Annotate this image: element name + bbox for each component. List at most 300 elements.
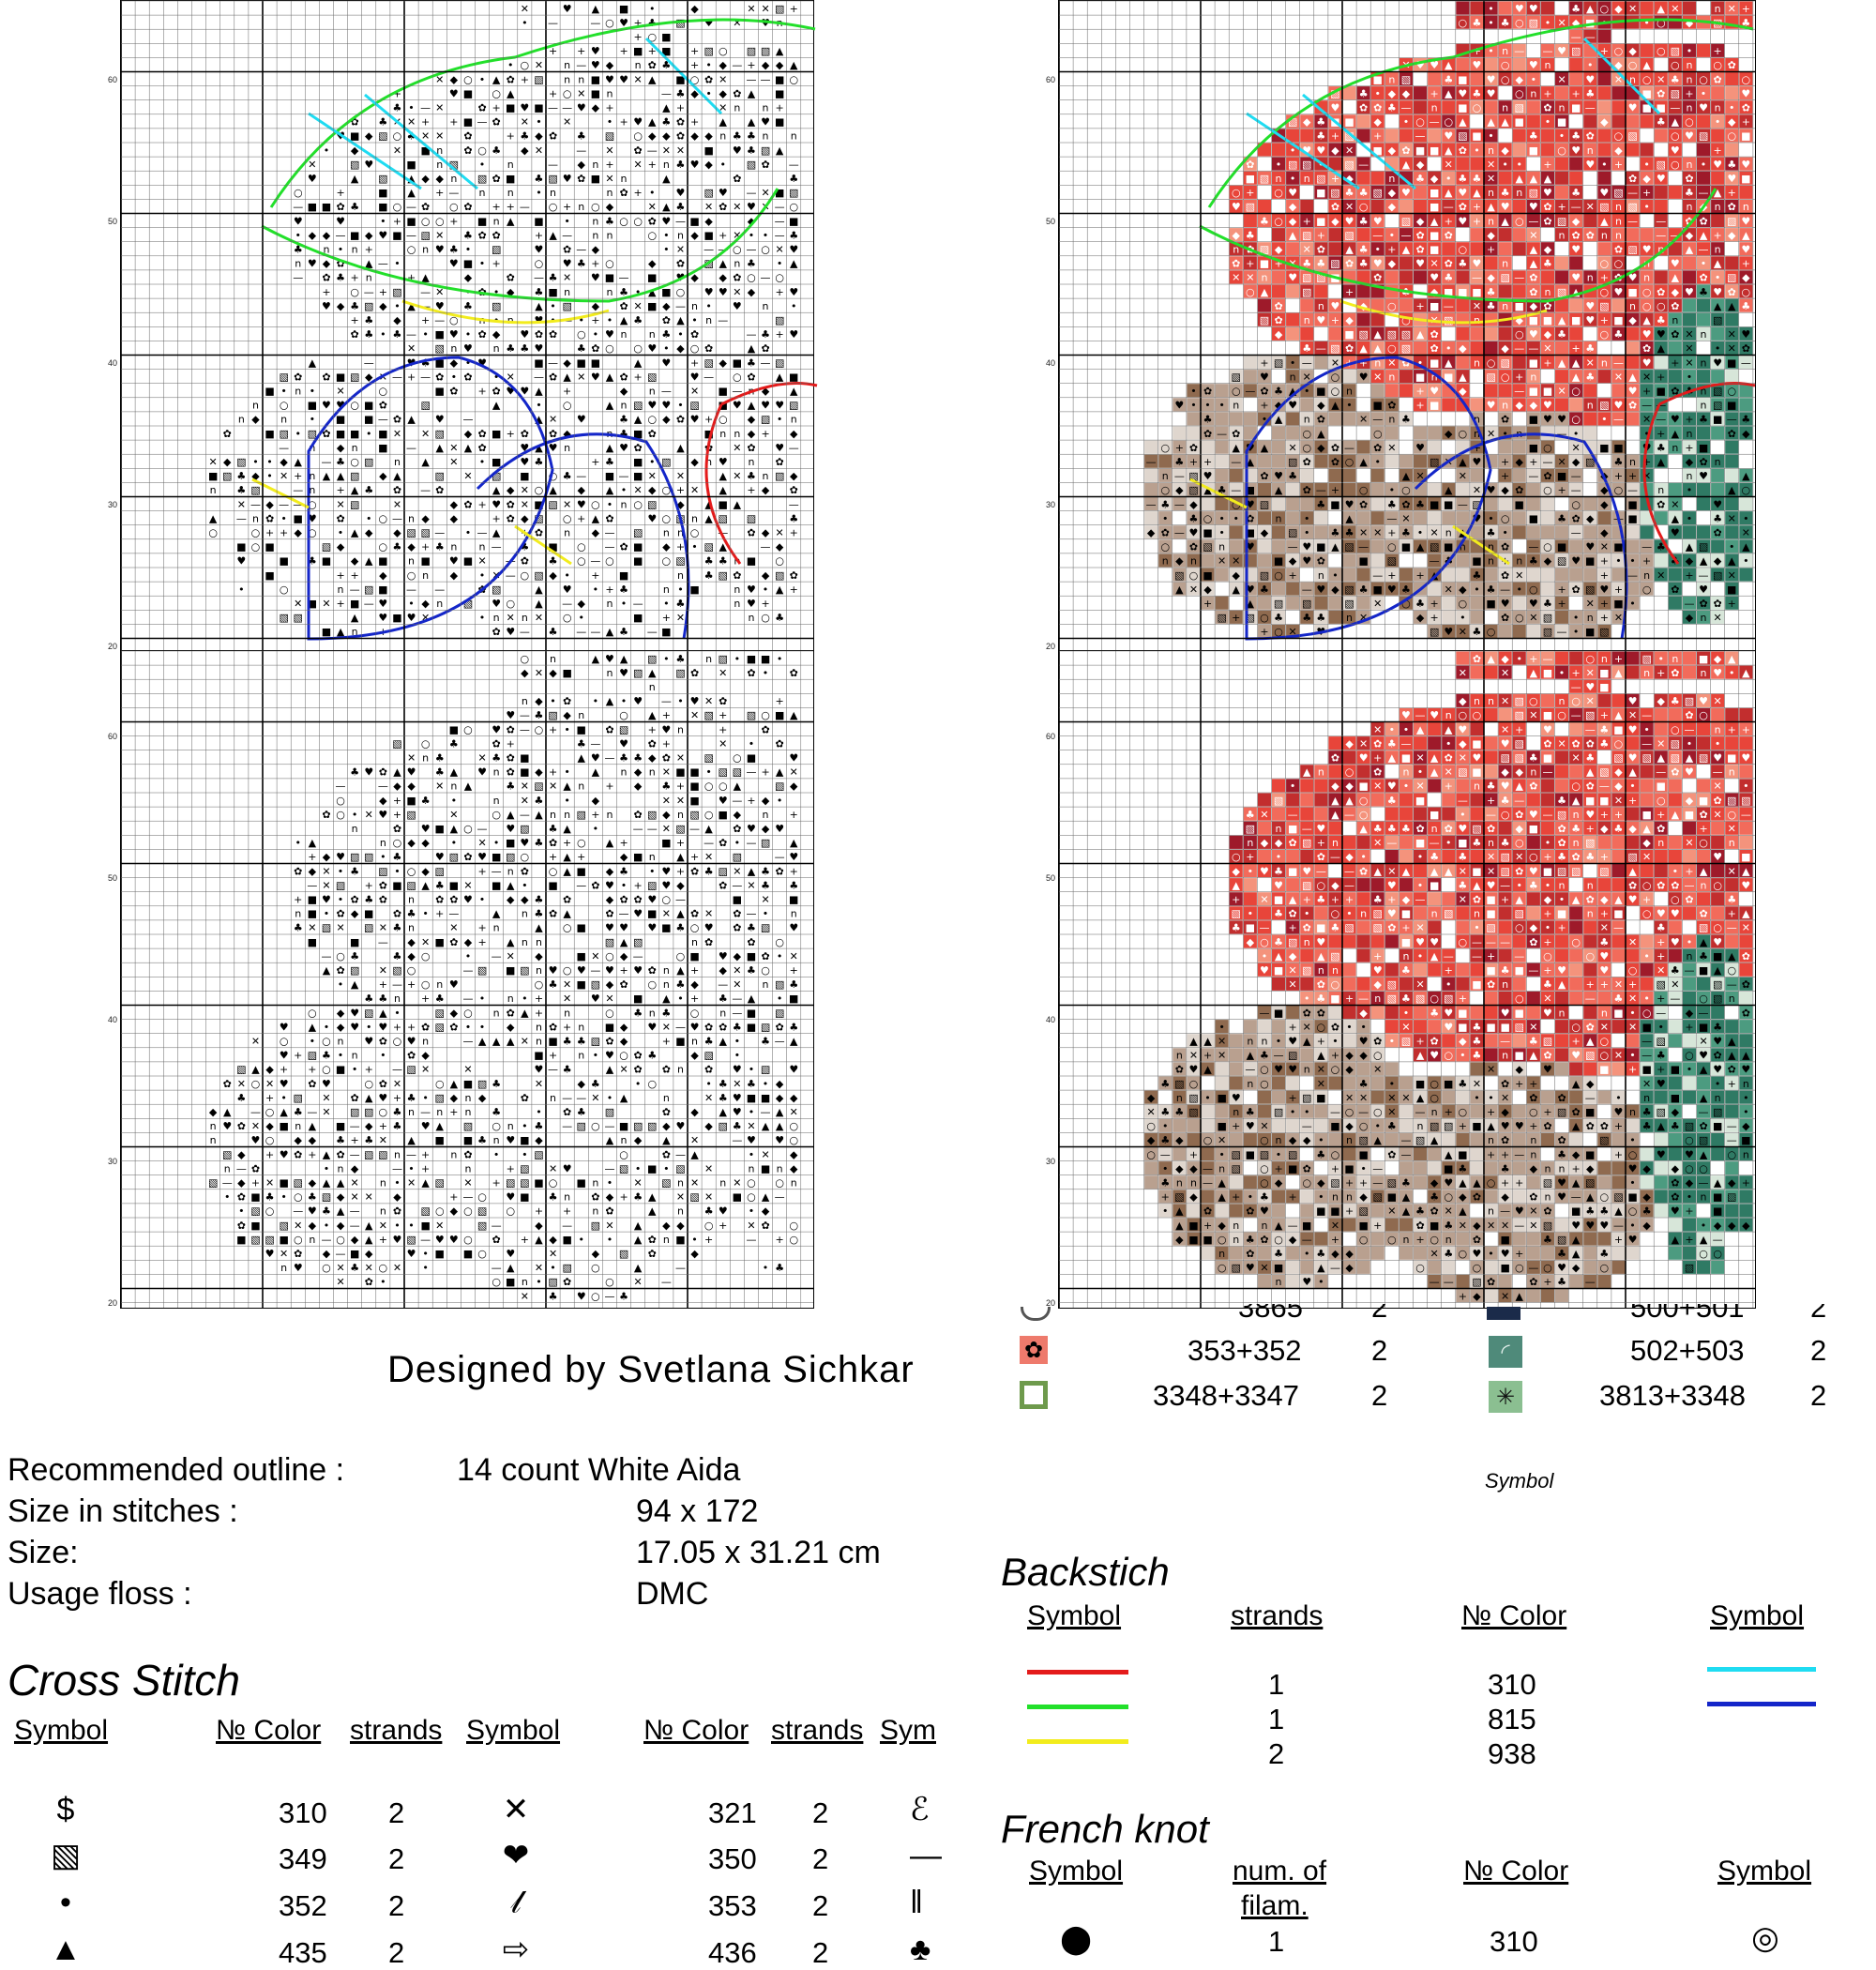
svg-text:▧: ▧: [704, 540, 714, 553]
svg-text:—: —: [462, 993, 474, 1006]
svg-text:n: n: [606, 666, 613, 679]
svg-text:○: ○: [1543, 484, 1552, 497]
svg-text:■: ■: [632, 540, 643, 553]
svg-text:■: ■: [675, 73, 686, 86]
svg-text:✿: ✿: [1260, 470, 1269, 483]
svg-text:♥: ♥: [1528, 201, 1538, 214]
svg-text:○: ○: [336, 808, 345, 821]
svg-text:♥: ♥: [1458, 215, 1468, 228]
svg-text:♥: ♥: [520, 455, 530, 468]
svg-text:—: —: [1528, 215, 1539, 228]
svg-text:◆: ◆: [535, 949, 543, 962]
svg-text:•: •: [677, 695, 684, 708]
svg-text:✕: ✕: [661, 765, 671, 779]
svg-text:▲: ▲: [1671, 271, 1680, 284]
svg-text:—: —: [646, 822, 658, 835]
svg-text:▲: ▲: [591, 512, 600, 525]
svg-text:○: ○: [562, 921, 572, 934]
svg-text:✕: ✕: [563, 271, 572, 284]
svg-text:♥: ♥: [1372, 215, 1383, 228]
svg-text:—: —: [250, 498, 261, 511]
svg-text:◆: ◆: [690, 129, 699, 143]
svg-text:+: +: [704, 1233, 714, 1246]
svg-text:▲: ▲: [535, 299, 543, 312]
french-knot-title: French knot: [1001, 1807, 1209, 1851]
svg-text:◆: ◆: [1685, 455, 1694, 468]
svg-text:—: —: [1627, 215, 1639, 228]
svg-text:◆: ◆: [662, 1120, 671, 1133]
svg-text:▲: ▲: [1543, 172, 1552, 185]
svg-text:✕: ✕: [492, 568, 501, 582]
svg-text:○: ○: [661, 554, 672, 568]
svg-text:n: n: [705, 313, 713, 326]
svg-text:◆: ◆: [704, 215, 713, 228]
svg-text:▧: ▧: [392, 285, 402, 298]
svg-text:n: n: [762, 129, 769, 143]
svg-text:✿: ✿: [689, 865, 700, 878]
svg-text:—: —: [462, 1035, 474, 1048]
svg-text:—: —: [519, 626, 530, 639]
svg-text:▲: ▲: [719, 484, 727, 497]
svg-text:■: ■: [534, 1176, 544, 1190]
svg-text:◆: ◆: [704, 129, 713, 143]
svg-text:▧: ▧: [1627, 201, 1638, 214]
svg-text:○: ○: [392, 1035, 402, 1048]
svg-text:♥: ♥: [1458, 187, 1468, 200]
svg-text:■: ■: [774, 87, 785, 100]
svg-text:✿: ✿: [378, 1077, 387, 1090]
svg-text:•: •: [522, 1120, 528, 1133]
svg-text:▲: ▲: [1557, 356, 1566, 370]
svg-text:▲: ▲: [747, 993, 756, 1006]
svg-text:◆: ◆: [1600, 498, 1609, 511]
svg-text:◆: ◆: [1628, 45, 1637, 58]
svg-text:+: +: [719, 723, 728, 736]
svg-text:■: ■: [491, 851, 502, 864]
svg-text:♣: ♣: [548, 978, 558, 992]
svg-text:◆: ◆: [407, 837, 416, 850]
svg-text:✕: ✕: [322, 865, 331, 878]
svg-text:n: n: [606, 187, 613, 200]
svg-text:♣: ♣: [1401, 526, 1411, 539]
svg-text:n: n: [620, 765, 628, 779]
bs-color: 938: [1488, 1737, 1536, 1770]
svg-text:✿: ✿: [1246, 512, 1255, 525]
chart-axis-label: 60: [1046, 732, 1056, 741]
svg-text:✿: ✿: [308, 1077, 317, 1090]
svg-text:—: —: [562, 229, 573, 242]
svg-text:▧: ▧: [1231, 371, 1241, 384]
svg-text:✿: ✿: [1543, 201, 1552, 214]
svg-text:▲: ▲: [1246, 455, 1255, 468]
svg-text:▲: ▲: [1459, 526, 1467, 539]
svg-text:n: n: [1600, 229, 1608, 242]
svg-text:—: —: [1570, 484, 1581, 497]
svg-text:◆: ◆: [1614, 144, 1623, 157]
svg-text:✕: ✕: [520, 1290, 529, 1303]
svg-text:—: —: [533, 271, 544, 284]
svg-text:•: •: [1502, 427, 1508, 440]
svg-text:♣: ♣: [747, 1077, 756, 1090]
svg-text:♥: ♥: [689, 695, 700, 708]
svg-text:✿: ✿: [548, 1021, 558, 1034]
svg-text:•: •: [422, 1091, 429, 1104]
svg-text:✕: ✕: [1330, 356, 1340, 370]
svg-text:•: •: [380, 1276, 386, 1289]
svg-text:n: n: [1374, 356, 1382, 370]
cs-header-color-2: № Color: [643, 1715, 749, 1746]
svg-text:♥: ♥: [336, 399, 345, 412]
svg-text:♣: ♣: [1358, 187, 1369, 200]
svg-text:♥: ♥: [434, 413, 445, 426]
svg-text:▲: ▲: [449, 1077, 459, 1090]
svg-text:♣: ♣: [1656, 540, 1666, 553]
svg-text:♣: ♣: [732, 129, 742, 143]
svg-text:▲: ▲: [535, 808, 543, 821]
svg-text:♣: ♣: [392, 328, 402, 341]
cs-symbol-icon-2: ⇨: [502, 1932, 530, 1967]
svg-text:—: —: [293, 271, 304, 284]
svg-text:✿: ✿: [1302, 484, 1311, 497]
svg-text:◆: ◆: [747, 427, 756, 440]
svg-text:■: ■: [349, 1247, 360, 1260]
svg-text:+: +: [661, 612, 671, 625]
svg-text:♣: ♣: [747, 257, 756, 270]
svg-text:—: —: [746, 187, 757, 200]
svg-text:▧: ▧: [1429, 626, 1440, 639]
svg-text:n: n: [691, 1035, 699, 1048]
svg-text:•: •: [280, 1190, 287, 1204]
svg-text:○: ○: [1543, 441, 1552, 454]
svg-text:■: ■: [661, 285, 672, 298]
svg-text:▧: ▧: [590, 1035, 601, 1048]
svg-text:▧: ▧: [562, 299, 572, 312]
svg-text:♣: ♣: [1713, 512, 1723, 525]
svg-text:n: n: [309, 1233, 316, 1246]
cs-symbol-icon: ▲: [50, 1932, 82, 1967]
svg-text:♥: ♥: [590, 59, 600, 72]
svg-text:♣: ♣: [576, 129, 586, 143]
svg-text:—: —: [1698, 243, 1709, 256]
svg-text:■: ■: [576, 356, 586, 370]
svg-text:✕: ✕: [548, 1247, 558, 1260]
svg-text:♣: ♣: [1288, 470, 1298, 483]
svg-text:—: —: [420, 285, 431, 298]
svg-text:▲: ▲: [1430, 568, 1439, 582]
svg-text:▲: ▲: [1586, 2, 1595, 15]
svg-text:♥: ♥: [506, 1134, 516, 1147]
svg-text:◆: ◆: [421, 512, 430, 525]
svg-text:▧: ▧: [1400, 328, 1412, 341]
svg-text:▲: ▲: [648, 709, 657, 722]
svg-text:▲: ▲: [549, 229, 557, 242]
svg-text:✕: ✕: [506, 371, 515, 384]
svg-text:✿: ✿: [1246, 243, 1255, 256]
svg-text:◆: ◆: [1571, 455, 1581, 468]
svg-text:■: ■: [279, 554, 289, 568]
svg-text:+: +: [1543, 356, 1552, 370]
svg-text:○: ○: [534, 978, 544, 992]
svg-text:♣: ♣: [434, 765, 445, 779]
svg-text:▲: ▲: [1473, 187, 1481, 200]
svg-text:n: n: [1600, 356, 1608, 370]
svg-text:•: •: [550, 695, 556, 708]
svg-text:▧: ▧: [704, 356, 714, 370]
svg-text:○: ○: [733, 751, 742, 765]
svg-text:◆: ◆: [280, 455, 288, 468]
svg-text:n: n: [507, 993, 514, 1006]
svg-text:◆: ◆: [1430, 285, 1439, 298]
svg-text:♣: ♣: [1316, 115, 1326, 129]
svg-text:▧: ▧: [562, 1262, 572, 1275]
rt-strands-2: 2: [1810, 1379, 1827, 1412]
svg-text:■: ■: [732, 893, 743, 906]
svg-text:▧: ▧: [1259, 568, 1270, 582]
svg-text:♣: ♣: [1741, 299, 1751, 312]
svg-text:—: —: [1570, 30, 1581, 43]
svg-text:▧: ▧: [675, 822, 686, 835]
svg-text:—: —: [660, 695, 672, 708]
svg-text:♣: ♣: [675, 87, 686, 100]
svg-text:♥: ♥: [279, 1049, 289, 1062]
svg-text:n: n: [464, 1105, 472, 1118]
svg-text:✿: ✿: [577, 172, 586, 185]
svg-text:■: ■: [632, 455, 643, 468]
svg-text:▲: ▲: [1401, 470, 1411, 483]
svg-text:✕: ✕: [633, 484, 643, 497]
svg-text:✕: ✕: [1529, 229, 1538, 242]
chart-axis-label: 30: [108, 1157, 118, 1166]
svg-text:n: n: [1614, 229, 1622, 242]
svg-text:◆: ◆: [619, 385, 628, 398]
svg-text:▧: ▧: [774, 568, 785, 582]
svg-text:▲: ▲: [1642, 59, 1651, 72]
svg-text:○: ○: [747, 1176, 756, 1190]
svg-text:•: •: [337, 1049, 344, 1062]
svg-text:—: —: [1612, 356, 1624, 370]
svg-text:▲: ▲: [690, 1148, 699, 1161]
svg-text:✕: ✕: [280, 1247, 289, 1260]
svg-text:■: ■: [704, 229, 714, 242]
svg-text:✿: ✿: [222, 427, 232, 440]
svg-text:♣: ♣: [548, 271, 558, 284]
svg-text:—: —: [718, 978, 729, 992]
svg-text:n: n: [450, 540, 458, 553]
svg-text:+: +: [435, 907, 445, 920]
svg-text:✕: ✕: [1232, 554, 1241, 568]
svg-text:✿: ✿: [1359, 498, 1369, 511]
svg-text:○: ○: [322, 1262, 331, 1275]
svg-text:■: ■: [534, 1049, 544, 1062]
svg-text:n: n: [478, 187, 486, 200]
svg-text:▲: ▲: [421, 1176, 430, 1190]
svg-text:•: •: [252, 455, 259, 468]
svg-text:♥: ♥: [1288, 271, 1298, 284]
svg-text:▲: ▲: [761, 1190, 770, 1204]
svg-text:○: ○: [265, 1105, 275, 1118]
svg-text:+: +: [506, 201, 515, 214]
svg-text:♥: ♥: [1245, 498, 1255, 511]
svg-text:▲: ▲: [350, 172, 359, 185]
svg-text:—: —: [590, 554, 601, 568]
svg-text:▧: ▧: [618, 1162, 629, 1175]
svg-text:◆: ◆: [336, 299, 345, 312]
svg-text:■: ■: [732, 1190, 743, 1204]
svg-text:▧: ▧: [760, 921, 771, 934]
svg-text:◆: ◆: [1445, 427, 1453, 440]
svg-text:♥: ♥: [1344, 498, 1354, 511]
svg-text:✿: ✿: [477, 229, 487, 242]
svg-text:■: ■: [335, 1120, 346, 1133]
svg-text:✕: ✕: [421, 1063, 431, 1076]
svg-text:■: ■: [321, 201, 332, 214]
svg-text:—: —: [420, 1105, 431, 1118]
svg-text:—: —: [533, 371, 544, 384]
svg-text:▧: ▧: [448, 851, 460, 864]
svg-text:♥: ♥: [1585, 540, 1596, 553]
partial-color: 3865: [1238, 1291, 1303, 1324]
svg-text:n: n: [1586, 144, 1594, 157]
svg-text:○: ○: [1401, 484, 1411, 497]
svg-text:•: •: [507, 59, 514, 72]
svg-text:◆: ◆: [393, 1190, 401, 1204]
svg-text:✿: ✿: [548, 129, 558, 143]
svg-text:▧: ▧: [420, 399, 431, 412]
svg-text:•: •: [337, 243, 344, 256]
svg-text:✿: ✿: [761, 158, 770, 171]
svg-text:n: n: [676, 1205, 684, 1218]
svg-text:■: ■: [335, 1063, 346, 1076]
svg-text:♥: ♥: [732, 1063, 742, 1076]
svg-text:n: n: [1714, 201, 1721, 214]
svg-text:+: +: [378, 978, 387, 992]
svg-text:○: ○: [477, 1247, 487, 1260]
svg-text:+: +: [1685, 413, 1694, 426]
svg-text:•: •: [422, 1262, 429, 1275]
svg-text:—: —: [774, 1190, 785, 1204]
svg-text:♣: ♣: [775, 612, 785, 625]
svg-text:—: —: [632, 597, 643, 610]
svg-text:▧: ▧: [1330, 342, 1340, 356]
svg-text:▧: ▧: [604, 935, 615, 948]
svg-text:♣: ♣: [675, 978, 686, 992]
svg-text:♥: ♥: [506, 822, 516, 835]
svg-text:■: ■: [1429, 498, 1440, 511]
svg-text:♥: ♥: [506, 1190, 516, 1204]
svg-text:•: •: [1460, 612, 1466, 625]
cs-color-2: 353: [708, 1889, 757, 1922]
svg-text:♥: ♥: [1415, 441, 1425, 454]
svg-text:▧: ▧: [789, 187, 799, 200]
svg-text:n: n: [1530, 87, 1537, 100]
svg-text:✿: ✿: [378, 765, 387, 779]
svg-text:•: •: [536, 1276, 542, 1289]
svg-text:•: •: [677, 399, 684, 412]
svg-text:n: n: [592, 1176, 599, 1190]
svg-text:▲: ▲: [449, 822, 459, 835]
svg-text:—: —: [1514, 342, 1525, 356]
svg-text:▧: ▧: [1287, 115, 1298, 129]
svg-text:▧: ▧: [774, 2, 785, 15]
svg-text:✿: ✿: [294, 1148, 303, 1161]
svg-text:+: +: [591, 568, 600, 582]
svg-text:■: ■: [364, 413, 374, 426]
svg-text:+: +: [775, 328, 784, 341]
svg-text:✕: ✕: [704, 851, 714, 864]
svg-text:▲: ▲: [563, 822, 571, 835]
svg-text:✿: ✿: [322, 271, 331, 284]
star-swatch-icon: ✳: [1489, 1381, 1522, 1413]
svg-text:n: n: [492, 765, 500, 779]
svg-text:♣: ♣: [1344, 187, 1354, 200]
svg-text:♣: ♣: [1656, 441, 1666, 454]
svg-text:—: —: [1145, 498, 1157, 511]
svg-text:▧: ▧: [349, 963, 360, 977]
svg-text:■: ■: [1514, 498, 1524, 511]
svg-text:▲: ▲: [563, 865, 571, 878]
svg-text:•: •: [1488, 512, 1494, 525]
svg-text:■: ■: [462, 115, 474, 129]
svg-text:✿: ✿: [1671, 328, 1680, 341]
svg-text:✿: ✿: [1699, 271, 1708, 284]
svg-text:—: —: [732, 993, 743, 1006]
svg-text:▲: ▲: [1459, 115, 1467, 129]
svg-text:◆: ◆: [605, 201, 614, 214]
svg-text:•: •: [536, 399, 542, 412]
partial-swatch-right: [1487, 1307, 1520, 1320]
svg-text:▧: ▧: [392, 963, 402, 977]
svg-text:◆: ◆: [407, 949, 416, 962]
svg-text:▲: ▲: [1445, 59, 1453, 72]
svg-text:○: ○: [1486, 626, 1496, 639]
svg-text:✕: ✕: [647, 470, 657, 483]
svg-text:✿: ✿: [1458, 144, 1467, 157]
svg-text:—: —: [1514, 385, 1525, 398]
svg-text:n: n: [1303, 413, 1310, 426]
svg-text:+: +: [1627, 470, 1638, 483]
svg-text:♣: ♣: [619, 865, 628, 878]
svg-text:✕: ✕: [534, 1262, 544, 1275]
svg-text:+: +: [689, 59, 700, 72]
svg-text:■: ■: [632, 993, 643, 1006]
svg-text:✿: ✿: [704, 935, 714, 948]
svg-text:○: ○: [1613, 484, 1624, 497]
svg-text:○: ○: [378, 385, 388, 398]
svg-text:○: ○: [406, 963, 416, 977]
svg-text:♣: ♣: [350, 765, 360, 779]
svg-text:✕: ✕: [1486, 158, 1496, 171]
svg-text:+: +: [1599, 313, 1609, 326]
svg-text:▧: ▧: [718, 765, 728, 779]
svg-text:•: •: [280, 385, 287, 398]
svg-text:✿: ✿: [591, 342, 600, 356]
svg-text:♥: ♥: [761, 115, 770, 129]
svg-text:✿: ✿: [1741, 342, 1750, 356]
svg-text:▲: ▲: [1728, 299, 1736, 312]
svg-text:n: n: [592, 1205, 599, 1218]
svg-text:♥: ♥: [1245, 441, 1255, 454]
svg-text:✿: ✿: [477, 285, 487, 298]
svg-text:■: ■: [1712, 413, 1723, 426]
svg-text:♥: ♥: [718, 455, 728, 468]
svg-text:✕: ✕: [1344, 144, 1354, 157]
svg-text:♣: ♣: [1358, 583, 1369, 596]
svg-text:◆: ◆: [223, 455, 232, 468]
svg-text:◆: ◆: [449, 73, 459, 86]
svg-text:•: •: [522, 879, 528, 892]
svg-text:◆: ◆: [690, 1049, 699, 1062]
svg-text:♣: ♣: [1217, 484, 1227, 497]
